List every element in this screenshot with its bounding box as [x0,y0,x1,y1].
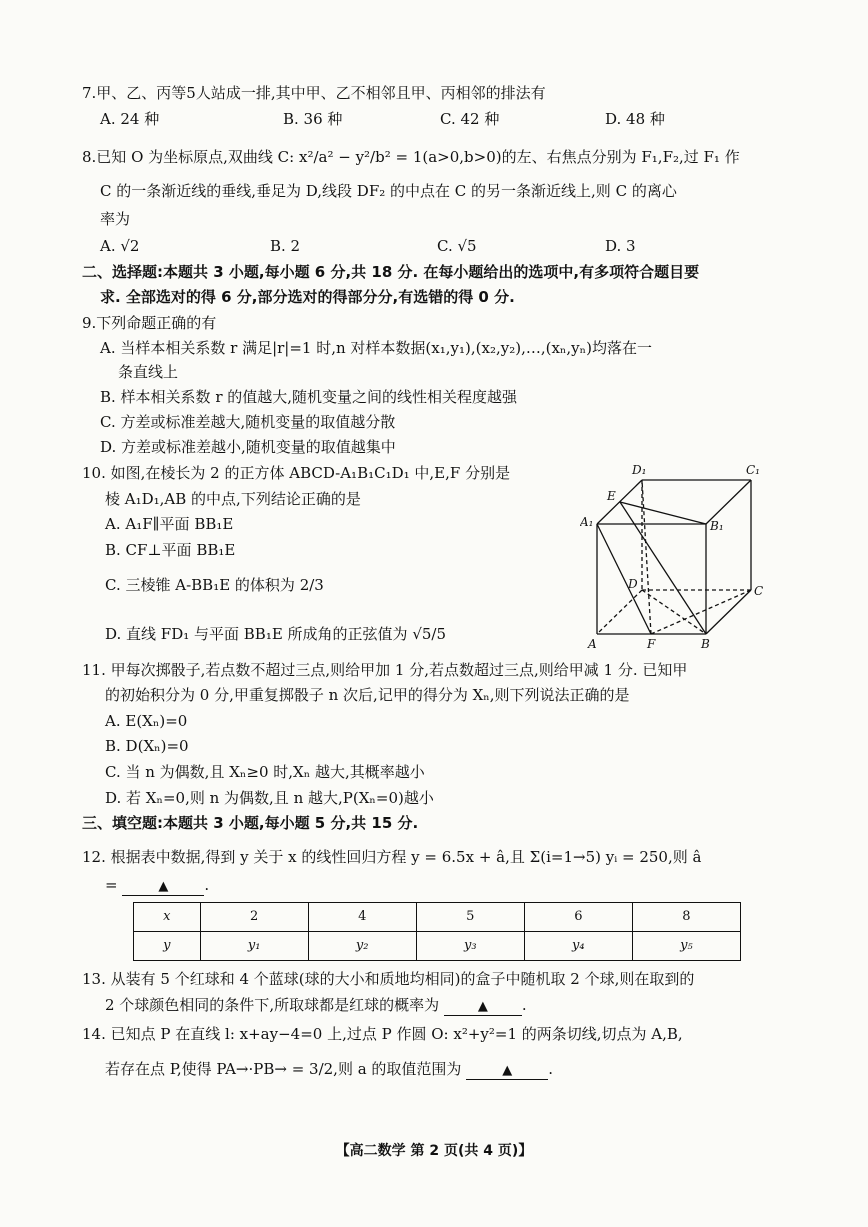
q7-option-d: D. 48 种 [605,110,665,128]
q13-blank-marker: ▲ [477,999,488,1014]
q7-option-a: A. 24 种 [100,110,160,128]
q14-period: . [548,1060,553,1078]
table-cell: y [134,932,201,961]
q14-line2 [105,1060,553,1080]
q10-option-c: C. 三棱锥 A-BB₁E 的体积为 2/3 [105,576,324,594]
q13-answer-blank [444,996,522,1016]
q14-line1: 14. 已知点 P 在直线 l: x+ay−4=0 上,过点 P 作圆 O: x²+y²=1 的两条切线,切点为 A,B, [82,1025,683,1043]
q7-option-b: B. 36 种 [283,110,343,128]
q11-option-d: D. 若 Xₙ=0,则 n 为偶数,且 n 越大,P(Xₙ=0)越小 [105,789,434,807]
q12-blank-marker: ▲ [158,879,169,894]
q11-option-c: C. 当 n 为偶数,且 Xₙ≥0 时,Xₙ 越大,其概率越小 [105,763,425,781]
q10-option-b: B. CF⊥平面 BB₁E [105,541,236,559]
q13-line2 [105,996,527,1016]
q11-option-a: A. E(Xₙ)=0 [105,712,188,730]
q13-period: . [521,996,527,1014]
section3-heading: 三、填空题:本题共 3 小题,每小题 5 分,共 15 分. [82,814,419,832]
label-e: E [607,489,616,503]
q8-line3: 率为 [100,210,131,228]
table-cell: y₃ [416,932,524,961]
q14-prefix: 若存在点 P,使得 PA→·PB→ = 3/2,则 a 的取值范围为 [105,1060,462,1078]
q9-option-b: B. 样本相关系数 r 的值越大,随机变量之间的线性相关程度越强 [100,388,518,406]
q13-prefix: 2 个球颜色相同的条件下,所取球都是红球的概率为 [105,996,440,1014]
q8-option-b: B. 2 [270,237,301,255]
q8-line2: C 的一条渐近线的垂线,垂足为 D,线段 DF₂ 的中点在 C 的另一条渐近线上,则 C 的离心 [100,182,677,200]
label-c: C [754,584,764,598]
table-cell: x [134,903,201,932]
q11-line2: 的初始积分为 0 分,甲重复掷骰子 n 次后,记甲的得分为 Xₙ,则下列说法正确的是 [105,686,630,704]
label-d: D [628,577,638,591]
q12-line2 [105,876,209,896]
table-cell: 2 [200,903,308,932]
label-c1: C₁ [746,463,760,477]
q12-answer-blank [122,876,204,896]
q14-blank-marker: ▲ [502,1063,513,1078]
q10-line1: 10. 如图,在棱长为 2 的正方体 ABCD-A₁B₁C₁D₁ 中,E,F 分别是 [82,464,511,482]
q9-option-c: C. 方差或标准差越大,随机变量的取值越分散 [100,413,396,431]
table-cell: y₄ [524,932,632,961]
q8-option-a: A. √2 [100,237,140,255]
table-cell: 5 [416,903,524,932]
section2-heading-cont: 求. 全部选对的得 6 分,部分选对的得部分分,有选错的得 0 分. [100,288,515,306]
q11-option-b: B. D(Xₙ)=0 [105,737,189,755]
q10-line2: 棱 A₁D₁,AB 的中点,下列结论正确的是 [105,490,361,508]
q11-line1: 11. 甲每次掷骰子,若点数不超过三点,则给甲加 1 分,若点数超过三点,则给甲减 1 分. 已知甲 [82,661,688,679]
label-a1: A₁ [580,515,594,529]
q9-option-d: D. 方差或标准差越小,随机变量的取值越集中 [100,438,396,456]
q12-equals: = [105,876,118,894]
q8-line1: 8.已知 O 为坐标原点,双曲线 C: x²/a² − y²/b² = 1(a>0,b>0)的左、右焦点分别为 F₁,F₂,过 F₁ 作 [82,148,740,166]
q9-stem: 9.下列命题正确的有 [82,314,217,332]
table-cell: y₅ [632,932,740,961]
table-cell: y₂ [308,932,416,961]
page-footer: 【高二数学 第 2 页(共 4 页)】 [335,1143,533,1159]
table-cell: 6 [524,903,632,932]
q9-option-a: A. 当样本相关系数 r 满足|r|=1 时,n 对样本数据(x₁,y₁),(x₂,y₂),…,(xₙ,yₙ)均落在一 [100,339,652,357]
q7-stem: 7.甲、乙、丙等5人站成一排,其中甲、乙不相邻且甲、丙相邻的排法有 [82,84,546,102]
label-b: B [701,637,710,651]
label-d1: D₁ [632,463,647,477]
q7-option-c: C. 42 种 [440,110,500,128]
q8-option-d: D. 3 [605,237,636,255]
table-cell: y₁ [200,932,308,961]
table-row [134,903,741,932]
q12-data-table [133,902,741,961]
section2-heading: 二、选择题:本题共 3 小题,每小题 6 分,共 18 分. 在每小题给出的选项中,有多项符合题目要 [82,263,700,281]
q8-option-c: C. √5 [437,237,477,255]
q10-option-a: A. A₁F∥平面 BB₁E [105,515,234,533]
label-a: A [588,637,597,651]
label-b1: B₁ [710,519,724,533]
q12-period: . [204,876,210,894]
q13-line1: 13. 从装有 5 个红球和 4 个蓝球(球的大小和质地均相同)的盒子中随机取 2 个球,则在取到的 [82,970,695,988]
label-f: F [647,637,656,651]
cube-figure [580,462,770,652]
q12-line1: 12. 根据表中数据,得到 y 关于 x 的线性回归方程 y = 6.5x + â,且 Σ(i=1→5) yᵢ = 250,则 â [82,848,702,866]
q14-answer-blank [466,1060,548,1080]
table-cell: 8 [632,903,740,932]
table-row [134,932,741,961]
q9-option-a-cont: 条直线上 [118,363,179,381]
q10-option-d: D. 直线 FD₁ 与平面 BB₁E 所成角的正弦值为 √5/5 [105,625,447,643]
table-cell: 4 [308,903,416,932]
